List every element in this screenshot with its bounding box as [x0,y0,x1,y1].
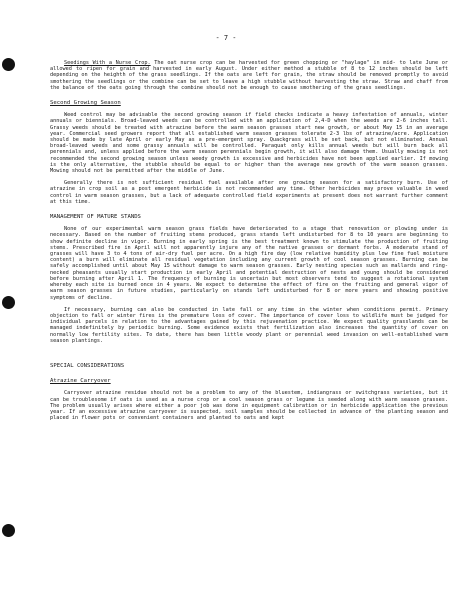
atrazine-carryover-paragraph: Carryover atrazine residue should not be a problem to any of the bluestem, indiangrass or switchgrass varieties, but it can be troublesome if oats is used as a nurse crop or a cool season grass or legume is seeded along with warm season grasses. The problem usually arises where either a poor job was done in equipment calibration or in herbicide application the previous year. If an excessive atrazine carryover is suspected, soil samples should be collected in advance of the planting season and placed in flower pots or convenient containers and planted to oats and kept [50,390,448,422]
management-paragraph-1: None of our experimental warm season grass fields have deteriorated to a stage that renovation or plowing under is necessary. Based on the number of fruiting stems produced, grass stands left undisturbed for 8 to 10 years are beginning to show definite decline in vigor. Burning in early spring is the best treatment known to stimulate the production of fruiting stems. Prescribed fire in April will not apparently injure any of the native grasses or dormant forbs. A moderate stand of grasses will have 3 to 4 tons of air-dry fuel per acre. On a high fire day (low relative humidity plus low fine fuel moisture content) a burn will eliminate all residual vegetation including any current growth of cool season grasses. Burning can be safely accomplished until about May 15 without damage to warm season grasses. Early nesting species such as mallards and ring-necked pheasants usually start production in early April and potential destruction of nests and young should be considered before burning after April 1. The frequency of burning is uncertain but most observers tend to suggest a rotational system whereby each site is burned once in 4 years. We expect to determine the effect of fire on the fruiting and general vigor of warm season grasses in future studies, particularly on stands left undisturbed for 8 or more years and showing positive symptoms of decline. [50,226,448,301]
seedlings-paragraph [50,60,448,91]
document-body [50,60,448,427]
seedlings-heading: Seedings With a Nurse Crop. [64,60,151,66]
page-number: - 7 - [215,34,237,42]
atrazine-carryover-heading: Atrazine Carryover [50,378,111,385]
binder-hole-bottom [2,524,15,537]
binder-hole-middle [2,296,15,309]
second-growing-paragraph-2: Generally there is not sufficient residual fuel available after one growing season for a satisfactory burn. Use of atrazine in crop soil as a post emergent herbicide is not recommended any time. Other herbicides may prove valuable in weed control in warm season grasses, but a lack of adequate controlled field experiments at present does not warrant further comment at this time. [50,180,448,205]
special-considerations-heading: SPECIAL CONSIDERATIONS [50,362,125,369]
management-paragraph-2: If necessary, burning can also be conducted in late fall or any time in the winter when conditions permit. Primary objection to fall or winter fires is the premature loss of cover. The importance of cover loss to wildlife must be judged for individual parcels in relation to the advantages gained by this rejuvenation practice. We expect quality grasslands can be managed indefinitely by periodic burning. Some evidence exists that fertilization also increases the quantity of cover on normally low fertility sites. To date, there has been little woody plant or perennial weed invasion on well-established warm season plantings. [50,306,448,344]
seedlings-text: The oat nurse crop can be harvested for green chopping or "haylage" in mid- to late June or allowed to ripen for grain and harvested in early August. Under either method a stubble of 8 to 12 inches should be left depending on the heighth of the grass seedlings. If the oats are left for grain, the straw should be removed promptly to avoid smothering the seedlings or the combine can be set to leave a high stubble without harvesting the straw. Straw and chaff from the balance of the oats going through the combine should not be enough to cause smothering of the grass seedlings. [50,60,448,91]
second-growing-paragraph-1: Weed control may be advisable the second growing season if field checks indicate a heavy infestation of annuals, winter annuals or biennials. Broad-leaved weeds can be controlled with an application of 2,4-D when the weeds are 2-6 inches tall. Grassy weeds should be treated with atrazine before the warm season grasses start new growth, or about May 15 in an average year. Commercial seed growers report that all established warm season grasses tolerate 2-3 lbs of atrazine/acre. Application should be made by late April or early May as a pre-emergent spray. Quackgrass will be set back, but not eliminated. Annual broad-leaved weeds and some grassy annuals will be controlled. Paraquat only kills annual weeds but will burn back all perennials and, unless applied before the warm season perennials begin growth, it will also damage them. Usually mowing is not recommended the second growing season unless weedy growth is excessive and herbicides have not been applied earlier. If mowing is the only alternative, the stubble should be equal to or higher than the average new growth of the warm season grasses. Mowing should not be permitted after the middle of June. [50,112,448,175]
management-heading: MANAGEMENT OF MATURE STANDS [50,214,141,221]
binder-hole-top [2,58,15,71]
second-growing-heading: Second Growing Season [50,100,121,107]
